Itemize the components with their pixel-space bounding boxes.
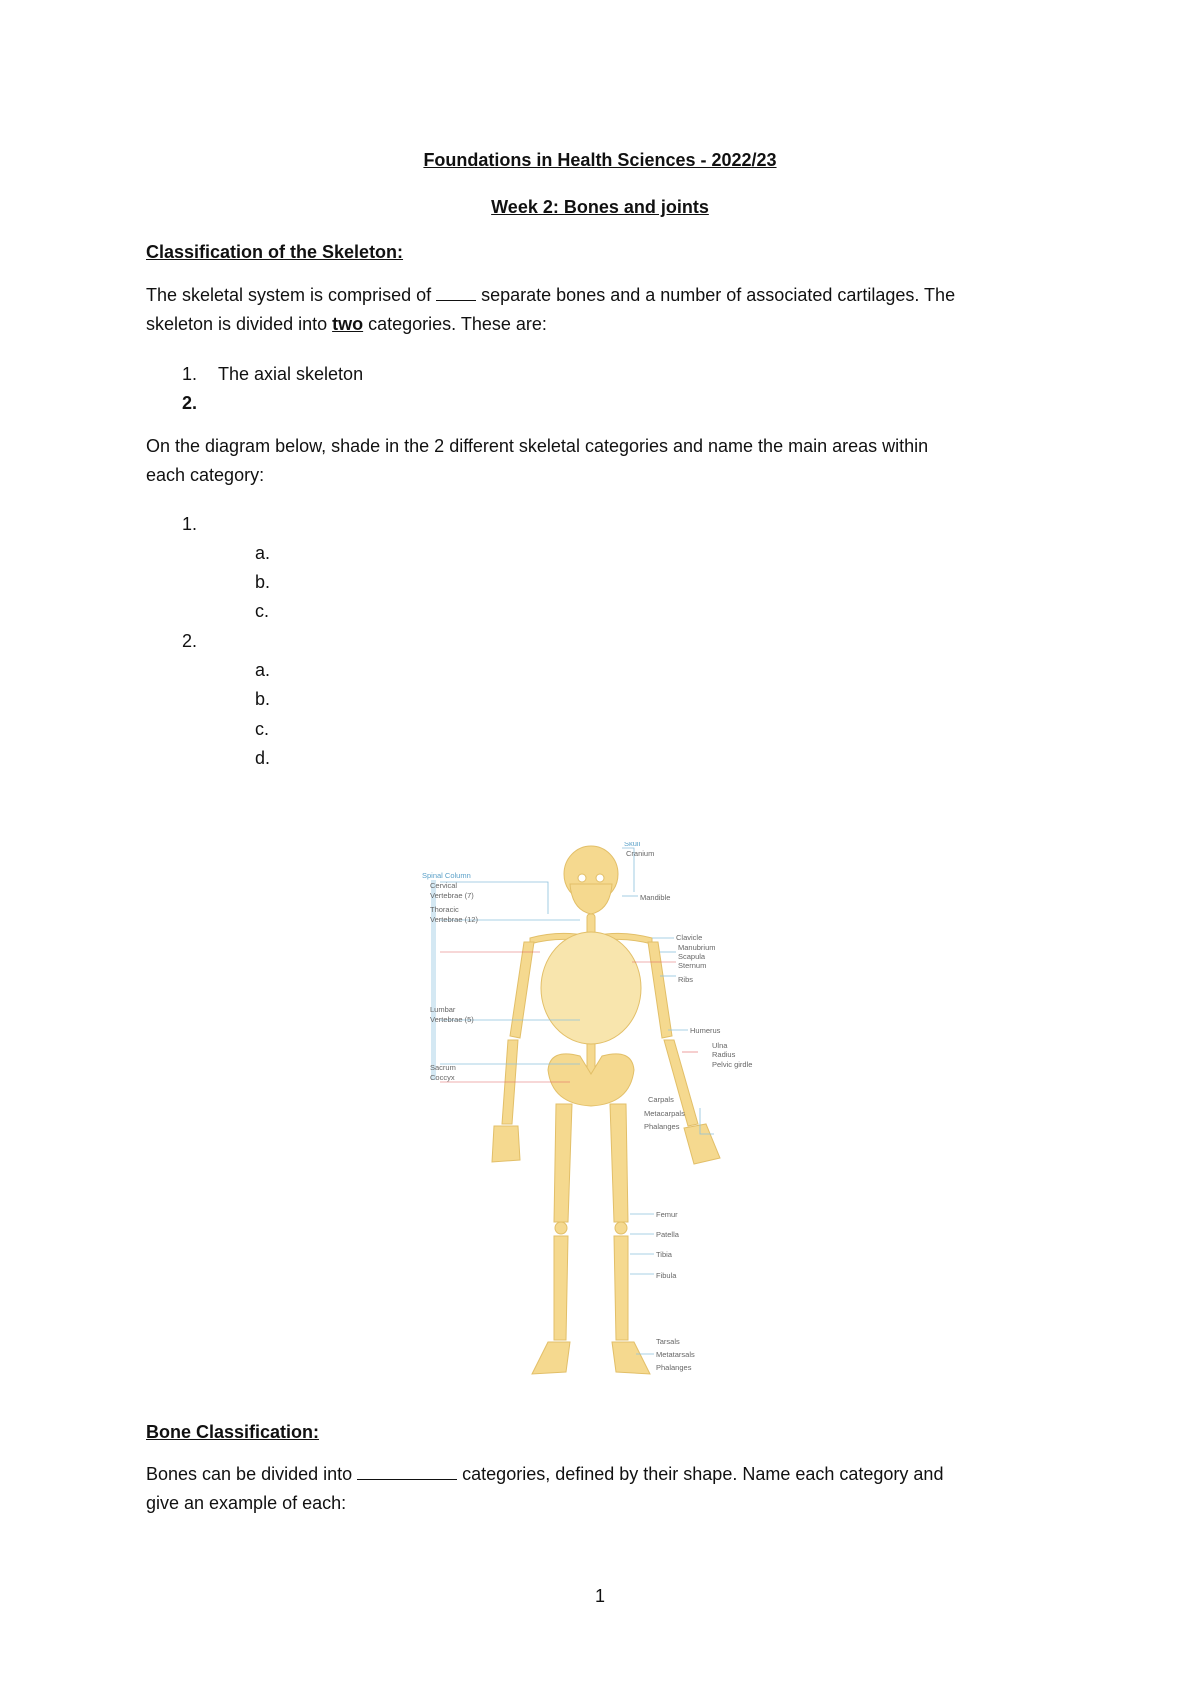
label-manubrium: Manubrium [678, 943, 716, 952]
intro-text-2: separate bones and a number of associated cartilages. The [476, 285, 956, 305]
intro-text-1: The skeletal system is comprised of [146, 285, 437, 305]
jaw-shape [570, 884, 612, 914]
answer-2d: d. [255, 748, 271, 768]
left-hand-shape [492, 1126, 520, 1162]
answer-num-1: 1. [182, 514, 198, 534]
instruction-paragraph [146, 432, 1060, 490]
left-humerus-shape [510, 942, 534, 1038]
left-femur-shape [554, 1104, 572, 1222]
label-clavicle: Clavicle [676, 933, 703, 942]
answer-1a: a. [255, 543, 271, 563]
label-sternum: Sternum [678, 961, 707, 970]
bone-text-1: Bones can be divided into [146, 1464, 358, 1484]
course-title: Foundations in Health Sciences - 2022/23 [423, 150, 777, 170]
label-skull: Skull [624, 842, 641, 848]
page-number: 1 [594, 1586, 605, 1606]
label-coccyx: Coccyx [430, 1073, 455, 1082]
label-lumbar2: Vertebrae (5) [430, 1015, 474, 1024]
intro-paragraph [146, 281, 1060, 339]
category-count-blank[interactable] [357, 1465, 457, 1480]
answer-2b: b. [255, 689, 271, 709]
label-mandible: Mandible [640, 893, 671, 902]
right-humerus-shape [648, 942, 672, 1038]
label-femur: Femur [656, 1210, 678, 1219]
label-cranium: Cranium [626, 849, 655, 858]
label-tarsals: Tarsals [656, 1337, 680, 1346]
label-metacarpals: Metacarpals [644, 1109, 685, 1118]
answer-1b: b. [255, 572, 271, 592]
category-list-num-2: 2. [182, 393, 198, 413]
label-scapula: Scapula [678, 952, 706, 961]
label-sacrum: Sacrum [430, 1063, 456, 1072]
week-title: Week 2: Bones and joints [491, 197, 709, 217]
label-phalanges2: Phalanges [656, 1363, 692, 1372]
label-humerus: Humerus [690, 1026, 721, 1035]
label-phalanges: Phalanges [644, 1122, 680, 1131]
bone-classification-paragraph [146, 1460, 1060, 1518]
section-heading-classification: Classification of the Skeleton: [146, 242, 404, 262]
right-eye-socket [596, 874, 604, 882]
answer-num-2: 2. [182, 631, 198, 651]
bone-text-2: categories, defined by their shape. Name each category and [457, 1464, 944, 1484]
right-lowerleg-shape [614, 1236, 628, 1340]
label-metatarsals: Metatarsals [656, 1350, 695, 1359]
label-spinal: Spinal Column [422, 871, 471, 880]
left-foot-shape [532, 1342, 570, 1374]
label-patella: Patella [656, 1230, 679, 1239]
right-hand-shape [684, 1124, 720, 1164]
answer-1c: c. [255, 601, 270, 621]
intro-emphasis: two [332, 314, 364, 334]
label-ulna: Ulna [712, 1041, 728, 1050]
bone-text-3: give an example of each: [146, 1493, 347, 1513]
left-lowerleg-shape [554, 1236, 568, 1340]
label-cervical2: Vertebrae (7) [430, 891, 474, 900]
label-carpals: Carpals [648, 1095, 674, 1104]
ribcage-shape [541, 932, 641, 1044]
label-lumbar: Lumbar [430, 1005, 456, 1014]
skeleton-figure [492, 846, 720, 1374]
label-pelvic: Pelvic girdle [712, 1060, 753, 1069]
instruction-line-2: each category: [146, 465, 265, 485]
label-fibula: Fibula [656, 1271, 677, 1280]
answer-2a: a. [255, 660, 271, 680]
label-cervical: Cervical [430, 881, 458, 890]
label-radius: Radius [712, 1050, 736, 1059]
right-femur-shape [610, 1104, 628, 1222]
left-eye-socket [578, 874, 586, 882]
right-foot-shape [612, 1342, 650, 1374]
label-ribs: Ribs [678, 975, 694, 984]
label-tibia: Tibia [656, 1250, 672, 1259]
label-thoracic: Thoracic [430, 905, 459, 914]
instruction-line-1: On the diagram below, shade in the 2 different skeletal categories and name the main areas within [146, 436, 929, 456]
category-list-item-1: The axial skeleton [218, 364, 364, 384]
intro-text-3: skeleton is divided into [146, 314, 333, 334]
skeleton-diagram [420, 842, 800, 1378]
category-list-num-1: 1. [182, 364, 198, 384]
label-thoracic2: Vertebrae (12) [430, 915, 478, 924]
intro-text-4: categories. These are: [363, 314, 547, 334]
right-patella-shape [615, 1222, 627, 1234]
bone-count-blank[interactable] [436, 286, 476, 301]
answer-2c: c. [255, 719, 270, 739]
section-heading-bone-classification: Bone Classification: [146, 1422, 320, 1442]
left-patella-shape [555, 1222, 567, 1234]
